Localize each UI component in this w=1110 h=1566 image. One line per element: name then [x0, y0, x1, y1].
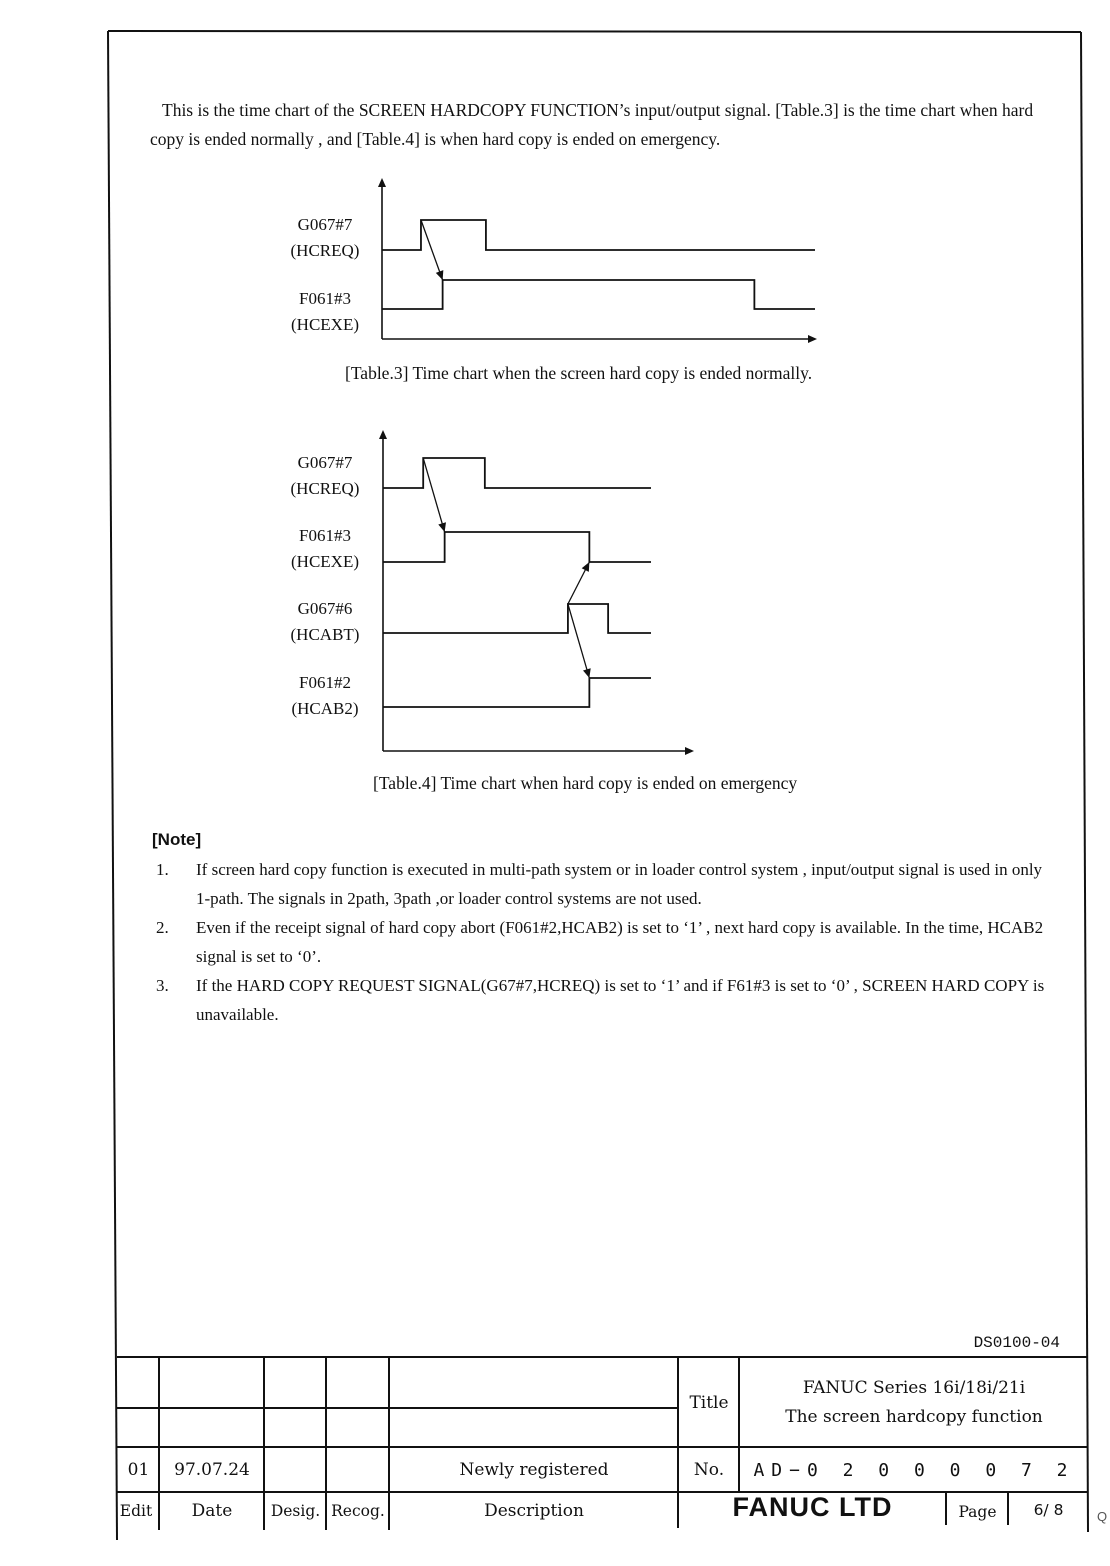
signal-address: G067#7 [297, 453, 353, 472]
frame-top-border [108, 31, 1081, 32]
revision-desig [265, 1448, 326, 1492]
chart2-signal-label-0 [270, 450, 380, 502]
frame-left-border [108, 31, 117, 1540]
intro-text: This is the time chart of the SCREEN HARDCOPY FUNCTION’s input/output signal. [Table.3] is the time chart when hard copy is ended normally , and [Table.4] is when hard copy is ended on emergency. [150, 100, 1034, 149]
signal-name: (HCAB2) [291, 699, 359, 718]
header-recog: Recog. [331, 1502, 385, 1520]
frame-right-border [1081, 32, 1088, 1532]
signal-address: F061#2 [299, 673, 351, 692]
note-text: If screen hard copy function is executed in multi-path system or in loader control system , input/output signal is used in only 1-path. The signals in 2path, 3path ,or loader control systems are not used. [196, 860, 1043, 908]
page-number: 6/ 8 [1033, 1501, 1064, 1519]
note-item [150, 971, 1060, 1029]
signal-name: (HCREQ) [290, 479, 360, 498]
signal-address: G067#7 [297, 215, 353, 234]
revision-edit: 01 [127, 1460, 150, 1480]
signal-address: G067#6 [297, 599, 353, 618]
notes-list [150, 855, 1060, 1029]
revision-recog [327, 1448, 389, 1492]
title-line-1: FANUC Series 16i/18i/21i [802, 1378, 1026, 1398]
number-label: No. [693, 1460, 725, 1480]
chart2-signal-label-1 [270, 523, 380, 575]
header-edit: Edit [119, 1502, 153, 1520]
header-date: Date [191, 1501, 233, 1521]
signal-address: F061#3 [299, 526, 351, 545]
margin-mark: Q [1097, 1509, 1108, 1524]
note-text: If the HARD COPY REQUEST SIGNAL(G67#7,HCREQ) is set to ‘1’ and if F61#3 is set to ‘0’ , SCREEN HARD COPY is unavailable. [196, 976, 1045, 1024]
note-item [150, 913, 1060, 971]
title-label: Title [689, 1392, 729, 1413]
revision-date: 97.07.24 [174, 1460, 250, 1480]
note-number: 2. [156, 918, 169, 937]
header-description: Description [484, 1501, 584, 1521]
document-title [740, 1372, 1088, 1434]
title-line-2: The screen hardcopy function [785, 1407, 1043, 1427]
signal-address: F061#3 [299, 289, 351, 308]
signal-name: (HCABT) [290, 625, 360, 644]
note-number: 3. [156, 976, 169, 995]
chart1-signal-label-0 [270, 212, 380, 264]
document-number: AD−0 2 0 0 0 0 7 2 [753, 1459, 1075, 1481]
note-item [150, 855, 1060, 913]
chart2-signal-label-2 [270, 596, 380, 648]
page-label: Page [958, 1503, 997, 1521]
company-logo: FANUC LTD [732, 1491, 893, 1522]
chart1-caption: [Table.3] Time chart when the screen hard copy is ended normally. [345, 363, 813, 383]
form-code: DS0100-04 [973, 1334, 1060, 1352]
note-heading: [Note] [152, 830, 202, 849]
signal-name: (HCREQ) [290, 241, 360, 260]
chart1-signal-label-1 [270, 286, 380, 338]
intro-paragraph [150, 96, 1060, 154]
chart2-signal-label-3 [270, 670, 380, 722]
chart2-caption: [Table.4] Time chart when hard copy is ended on emergency [373, 773, 798, 793]
revision-description: Newly registered [459, 1460, 609, 1480]
note-number: 1. [156, 860, 169, 879]
signal-name: (HCEXE) [291, 315, 359, 334]
note-text: Even if the receipt signal of hard copy abort (F061#2,HCAB2) is set to ‘1’ , next hard copy is available. In the time, HCAB2 signal is set to ‘0’. [196, 918, 1044, 966]
signal-name: (HCEXE) [291, 552, 359, 571]
header-desig: Desig. [270, 1502, 321, 1520]
